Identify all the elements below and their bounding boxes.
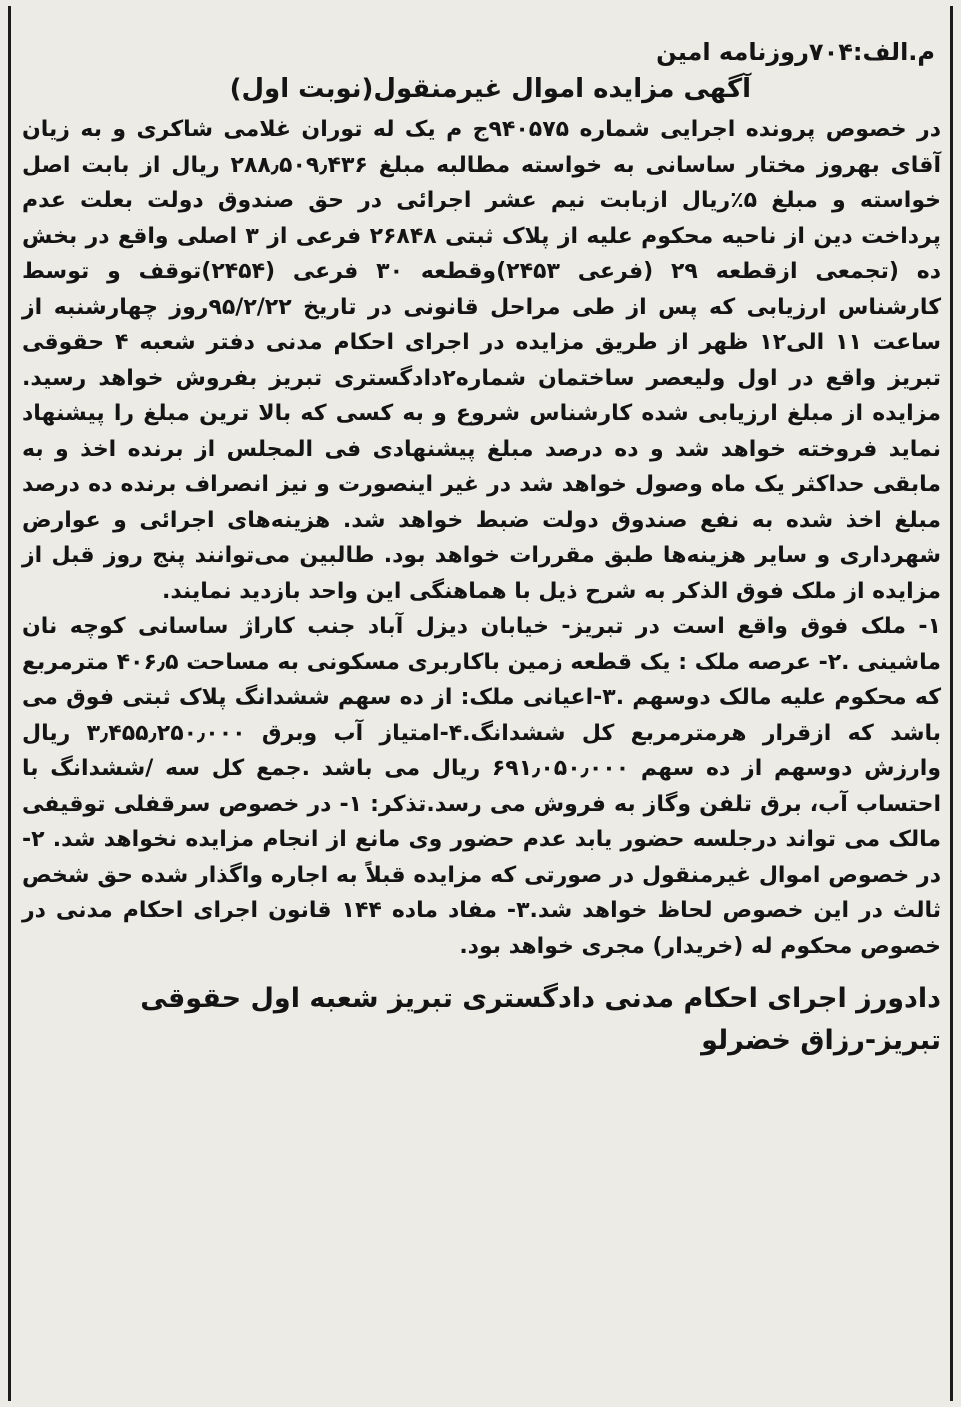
reference-line: م.الف:۷۰۴روزنامه امین: [656, 38, 935, 66]
signature-line-2: تبریز-رزاق خضرلو: [701, 1025, 941, 1056]
paragraph-details: ۱- ملک فوق واقع است در تبریز- خیابان دیزل آباد جنب کاراژ ساسانی کوچه نان ماشینی .۲- عرصه ملک : یک قطعه زمین باکاربری مسکونی به مساحت ۴۰۶٫۵ مترمربع که محکوم علیه مالک دوسهم .۳-اعیانی ملک: از ده سهم ششدانگ پلاک ثبتی فوق می باشد که ازقرار هرمترمربع کل ششدانگ.۴-امتیاز آب وبرق ۳٫۴۵۵٫۲۵۰٫۰۰۰ ریال وارزش دوسهم از ده سهم ۶۹۱٫۰۵۰٫۰۰۰ ریال می باشد .جمع کل سه /ششدانگ با احتساب آب، برق تلفن وگاز به فروش می رسد.تذکر: ۱- در خصوص سرقفلی توقیفی مالک می تواند درجلسه حضور یابد عدم حضور وی مانع از انجام مزایده نخواهد شد. ۲- در خصوص اموال غیرمنقول در صورتی که مزایده قبلاً به اجاره واگذار شده حق شخص ثالث در این خصوص لحاظ خواهد شد.۳- مفاد ماده ۱۴۴ قانون اجرای احکام مدنی در خصوص محکوم له (خریدار) مجری خواهد بود.: [22, 614, 942, 959]
notice-content: [22, 34, 941, 1062]
signature-block: [22, 978, 941, 1062]
notice-body: [22, 112, 941, 964]
signature-line-1: دادورز اجرای احکام مدنی دادگستری تبریز شعبه اول حقوقی: [140, 983, 941, 1014]
paragraph-main: در خصوص پرونده اجرایی شماره ۹۴۰۵۷۵ج م یک له توران غلامی شاکری و به زیان آقای بهروز مختار ساسانی به خواسته مطالبه مبلغ ۲۸۸٫۵۰۹٫۴۳۶ ریال از بابت اصل خواسته و مبلغ ۵٪ریال ازبابت نیم عشر اجرائی در حق صندوق دولت بعلت عدم پرداخت دین از ناحیه محکوم علیه از پلاک ثبتی ۲۶۸۴۸ فرعی از ۳ اصلی واقع در بخش ده (تجمعی ازقطعه ۲۹ (فرعی ۲۴۵۳)وقطعه ۳۰ فرعی (۲۴۵۴)توقف و توسط کارشناس ارزیابی که پس از طی مراحل قانونی در تاریخ ۹۵/۲/۲۲روز چهارشنبه از ساعت ۱۱ الی۱۲ ظهر از طریق مزایده در اجرای احکام مدنی دفتر شعبه ۴ حقوقی تبریز واقع در اول ولیعصر ساختمان شماره۲دادگستری تبریز بفروش خواهد رسید. مزایده از مبلغ ارزیابی شده کارشناس شروع و به کسی که بالا ترین مبلغ را پیشنهاد نماید فروخته خواهد شد و ده درصد مبلغ پیشنهادی فی المجلس از برنده اخذ و به مابقی حداکثر یک ماه وصول خواهد شد در غیر اینصورت و نیز انصراف برنده ده درصد مبلغ اخذ شده به نفع صندوق دولت ضبط خواهد شد. هزینه‌های اجرائی و عوارض شهرداری و سایر هزینه‌ها طبق مقررات خواهد بود. طالبین می‌توانند پنج روز قبل از مزایده از ملک فوق الذکر به شرح ذیل با هماهنگی این واحد بازدید نمایند.: [22, 117, 942, 604]
notice-title: آگهی مزایده اموال غیرمنقول(نوبت اول): [229, 74, 751, 104]
